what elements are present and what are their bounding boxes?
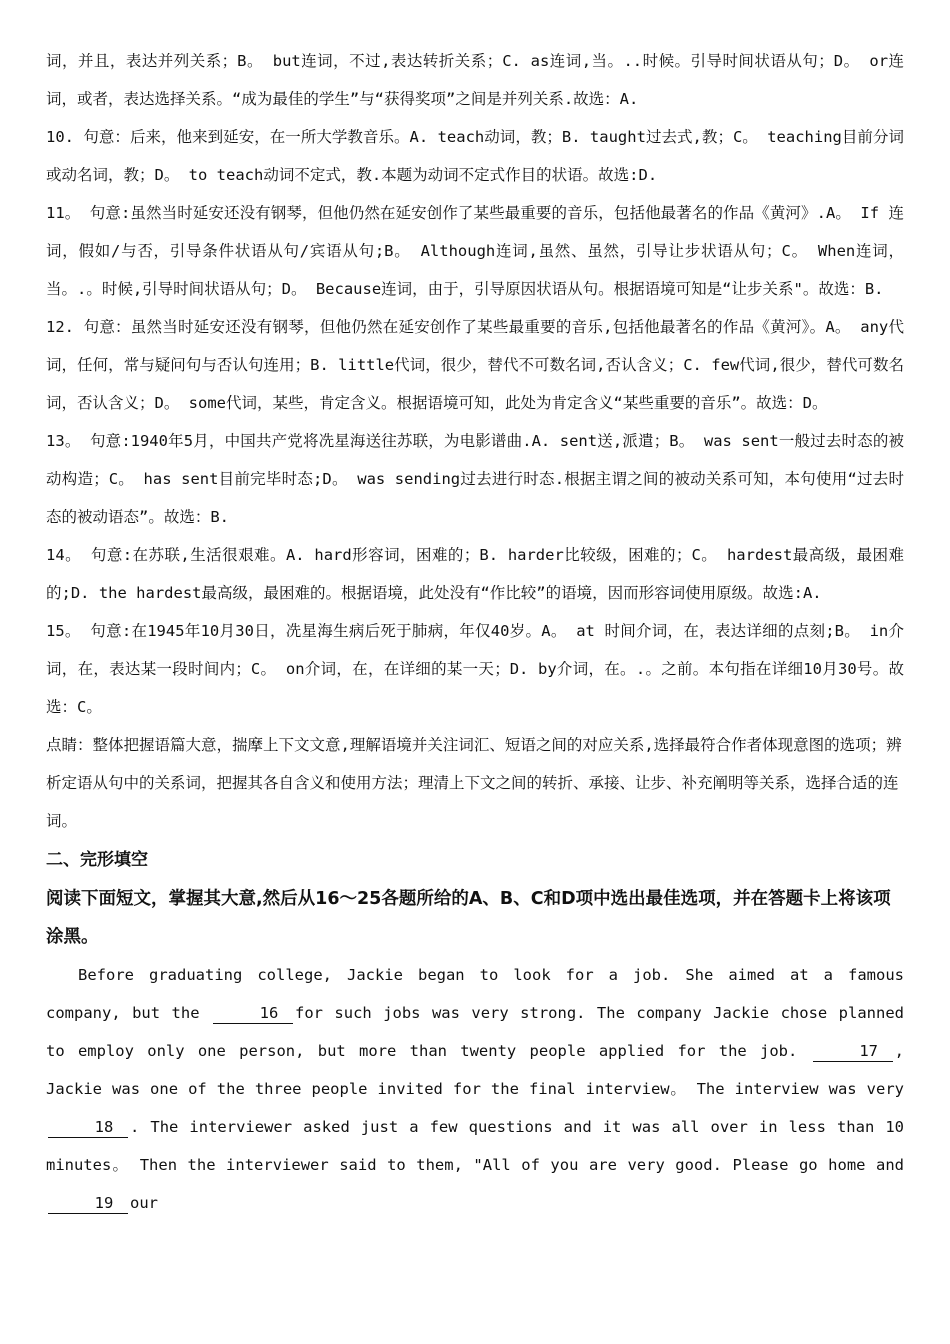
blank-17: 17	[813, 1041, 893, 1062]
passage-sentence: our	[130, 1194, 158, 1212]
instruction-text: 阅读下面短文，掌握其大意,然后从16～25各题所给的A、B、C和D项中选出最佳选项，并在答题卡上将该项涂黑。	[46, 889, 891, 947]
explanation-14: 14。 句意:在苏联,生活很艰难。A. hard形容词，困难的；B. harder比较级，困难的；C。 hardest最高级，最困难的;D. the hardest最高级，最困难的。根据语境，此处没有“作比较”的语境，因而形容词使用原级。故选:A.	[46, 546, 904, 602]
passage-sentence: . The interviewer asked just a few questions and it was all over in less than 10 minutes。 Then the interviewer said to them, "All of you are very good. Please go home and	[46, 1118, 904, 1174]
blank-16: 16	[213, 1003, 293, 1024]
explanation-11: 11。 句意:虽然当时延安还没有钢琴，但他仍然在延安创作了某些最重要的音乐，包括他最著名的作品《黄河》.A。 If 连词，假如/与否，引导条件状语从句/宾语从句;B。 Although连词,虽然、虽然，引导让步状语从句；C。 When连词，当。.。时候,引导时间状语从句；D。 Because连词，由于，引导原因状语从句。根据语境可知是“让步关系"。故选：B.	[46, 204, 904, 298]
explanation-10: 10. 句意：后来，他来到延安，在一所大学教音乐。A. teach动词，教；B. taught过去式,教；C。 teaching目前分词或动名词，教；D。 to teach动词不定式，教.本题为动词不定式作目的状语。故选:D.	[46, 128, 904, 184]
passage-sentence: Before graduating college, Jackie began to look for a job. She aimed at a famous company, but the	[46, 966, 904, 1022]
explanation-continued: 词，并且，表达并列关系；B。 but连词，不过,表达转折关系；C. as连词,当。..时候。引导时间状语从句；D。 or连词，或者，表达选择关系。“成为最佳的学生”与“获得奖项”之间是并列关系.故选：A.	[46, 52, 904, 108]
explanation-15: 15。 句意:在1945年10月30日，冼星海生病后死于肺病，年仅40岁。A。 at 时间介词，在，表达详细的点刻;B。 in介词，在，表达某一段时间内；C。 on介词，在，在详细的某一天；D. by介词，在。.。之前。本句指在详细10月30号。故选：C。	[46, 622, 904, 716]
blank-19: 19	[48, 1193, 128, 1214]
tip-note: 点睛：整体把握语篇大意，揣摩上下文文意,理解语境并关注词汇、短语之间的对应关系,选择最符合作者体现意图的选项；辨析定语从句中的关系词，把握其各自含义和使用方法；理清上下文之间的转折、承接、让步、补充阐明等关系，选择合适的连词。	[46, 736, 902, 830]
explanation-12: 12. 句意：虽然当时延安还没有钢琴，但他仍然在延安创作了某些最重要的音乐,包括他最著名的作品《黄河》。A。 any代词，任何，常与疑问句与否认句连用；B. little代词，很少，替代不可数名词,否认含义；C. few代词,很少，替代可数名词，否认含义；D。 some代词，某些，肯定含义。根据语境可知，此处为肯定含义“某些重要的音乐”。故选：D。	[46, 318, 904, 412]
passage-sentence: , Jackie was one of the three people invited for the final interview。 The interview was very	[46, 1042, 904, 1098]
passage-sentence: for such jobs was very strong. The company Jackie chose planned to employ only one person, but more than twenty people applied for the job.	[46, 1004, 904, 1060]
section-title: 二、完形填空	[46, 850, 148, 870]
explanation-13: 13。 句意:1940年5月，中国共产党将冼星海送往苏联，为电影谱曲.A. sent送,派遣；B。 was sent一般过去时态的被动构造；C。 has sent目前完毕时态;D。 was sending过去进行时态.根据主谓之间的被动关系可知，本句使用“过去时态的被动语态”。故选：B.	[46, 432, 904, 526]
cloze-passage	[46, 956, 904, 1222]
blank-18: 18	[48, 1117, 128, 1138]
